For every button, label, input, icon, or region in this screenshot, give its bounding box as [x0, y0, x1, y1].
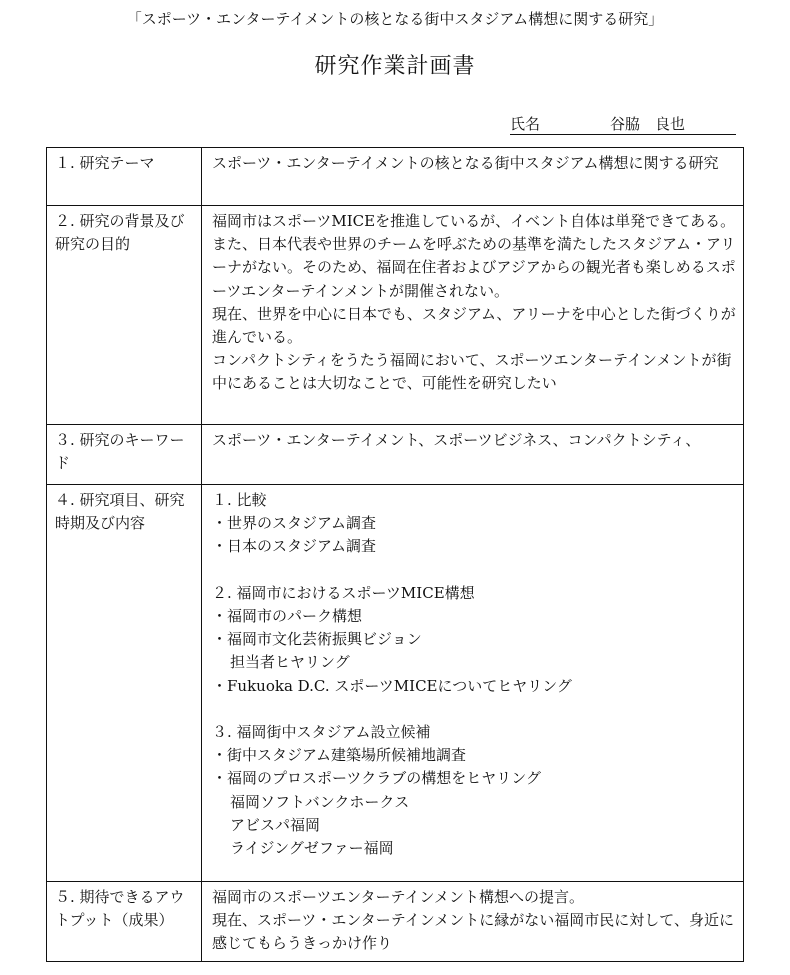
label-cell-background: [47, 206, 202, 425]
table-row-theme: [47, 148, 744, 206]
section-label: ５. 期待できるアウトプット（成果）: [55, 888, 185, 930]
content-cell-theme: [202, 148, 744, 206]
spacer: [212, 559, 737, 582]
section-label: ４. 研究項目、研究時期及び内容: [55, 491, 185, 533]
list-item: ・街中スタジアム建築場所候補地調査: [212, 746, 466, 765]
list-item-indented: ライジングゼファー福岡: [230, 839, 394, 858]
table-row-background: [47, 206, 744, 425]
research-subtitle: 「スポーツ・エンターテイメントの核となる街中スタジアム構想に関する研究」: [126, 10, 664, 28]
theme-text: スポーツ・エンターテイメントの核となる街中スタジアム構想に関する研究: [212, 154, 719, 172]
document-title: 研究作業計画書: [314, 54, 476, 79]
section-label: ２. 研究の背景及び研究の目的: [55, 212, 185, 254]
label-cell-theme: [47, 148, 202, 206]
content-cell-background: [202, 206, 744, 425]
list-item: ・日本のスタジアム調査: [212, 537, 376, 556]
list-item: ・福岡のプロスポーツクラブの構想をヒヤリング: [212, 769, 541, 788]
name-label: 氏名: [510, 115, 541, 133]
list-item: ・福岡市のパーク構想: [212, 607, 363, 625]
author-name-line: [510, 114, 736, 135]
research-plan-table: [46, 147, 744, 962]
spacer: [212, 698, 737, 721]
group-heading: ３. 福岡街中スタジアム設立候補: [212, 723, 431, 741]
paragraph: 現在、スポーツ・エンターテインメントに縁がない福岡市民に対して、身近に感じてもらうきっかけ作り: [212, 911, 735, 953]
list-item: ・福岡市文化芸術振興ビジョン: [212, 630, 422, 649]
table-row-keywords: [47, 425, 744, 485]
table-row-items: [47, 485, 744, 882]
list-item-indented: 福岡ソフトバンクホークス: [230, 792, 410, 811]
section-label: ３. 研究のキーワード: [55, 431, 185, 473]
keywords-text: スポーツ・エンターテイメント、スポーツビジネス、コンパクトシティ、: [212, 431, 701, 449]
label-cell-items: [47, 485, 202, 882]
paragraph: 福岡市はスポーツMICEを推進しているが、イベント自体は単発できてある。また、日本代表や世界のチームを呼ぶための基準を満たしたスタジアム・アリーナがない。そのため、福岡在住者およびアジアからの観光者も楽しめるスポーツエンターテインメントが開催されない。: [212, 212, 736, 300]
paragraph: 現在、世界を中心に日本でも、スタジアム、アリーナを中心とした街づくりが進んでいる。: [212, 304, 736, 347]
list-item-indented: 担当者ヒヤリング: [230, 653, 350, 672]
label-cell-output: [47, 882, 202, 962]
content-cell-items: [202, 485, 744, 882]
list-item: ・Fukuoka D.C. スポーツMICEについてヒヤリング: [212, 676, 572, 695]
section-label: １. 研究テーマ: [55, 154, 155, 172]
paragraph: コンパクトシティをうたう福岡において、スポーツエンターテインメントが街中にあることは大切なことで、可能性を研究したい: [212, 351, 732, 393]
content-cell-output: [202, 882, 744, 962]
paragraph: 福岡市のスポーツエンターテインメント構想への提言。: [212, 888, 585, 906]
list-item-indented: アビスパ福岡: [230, 815, 321, 834]
table-row-output: [47, 882, 744, 962]
group-heading: １. 比較: [212, 491, 267, 509]
group-heading: ２. 福岡市におけるスポーツMICE構想: [212, 583, 475, 602]
list-item: ・世界のスタジアム調査: [212, 514, 376, 533]
name-value: 谷脇 良也: [610, 115, 686, 133]
label-cell-keywords: [47, 425, 202, 485]
content-cell-keywords: [202, 425, 744, 485]
